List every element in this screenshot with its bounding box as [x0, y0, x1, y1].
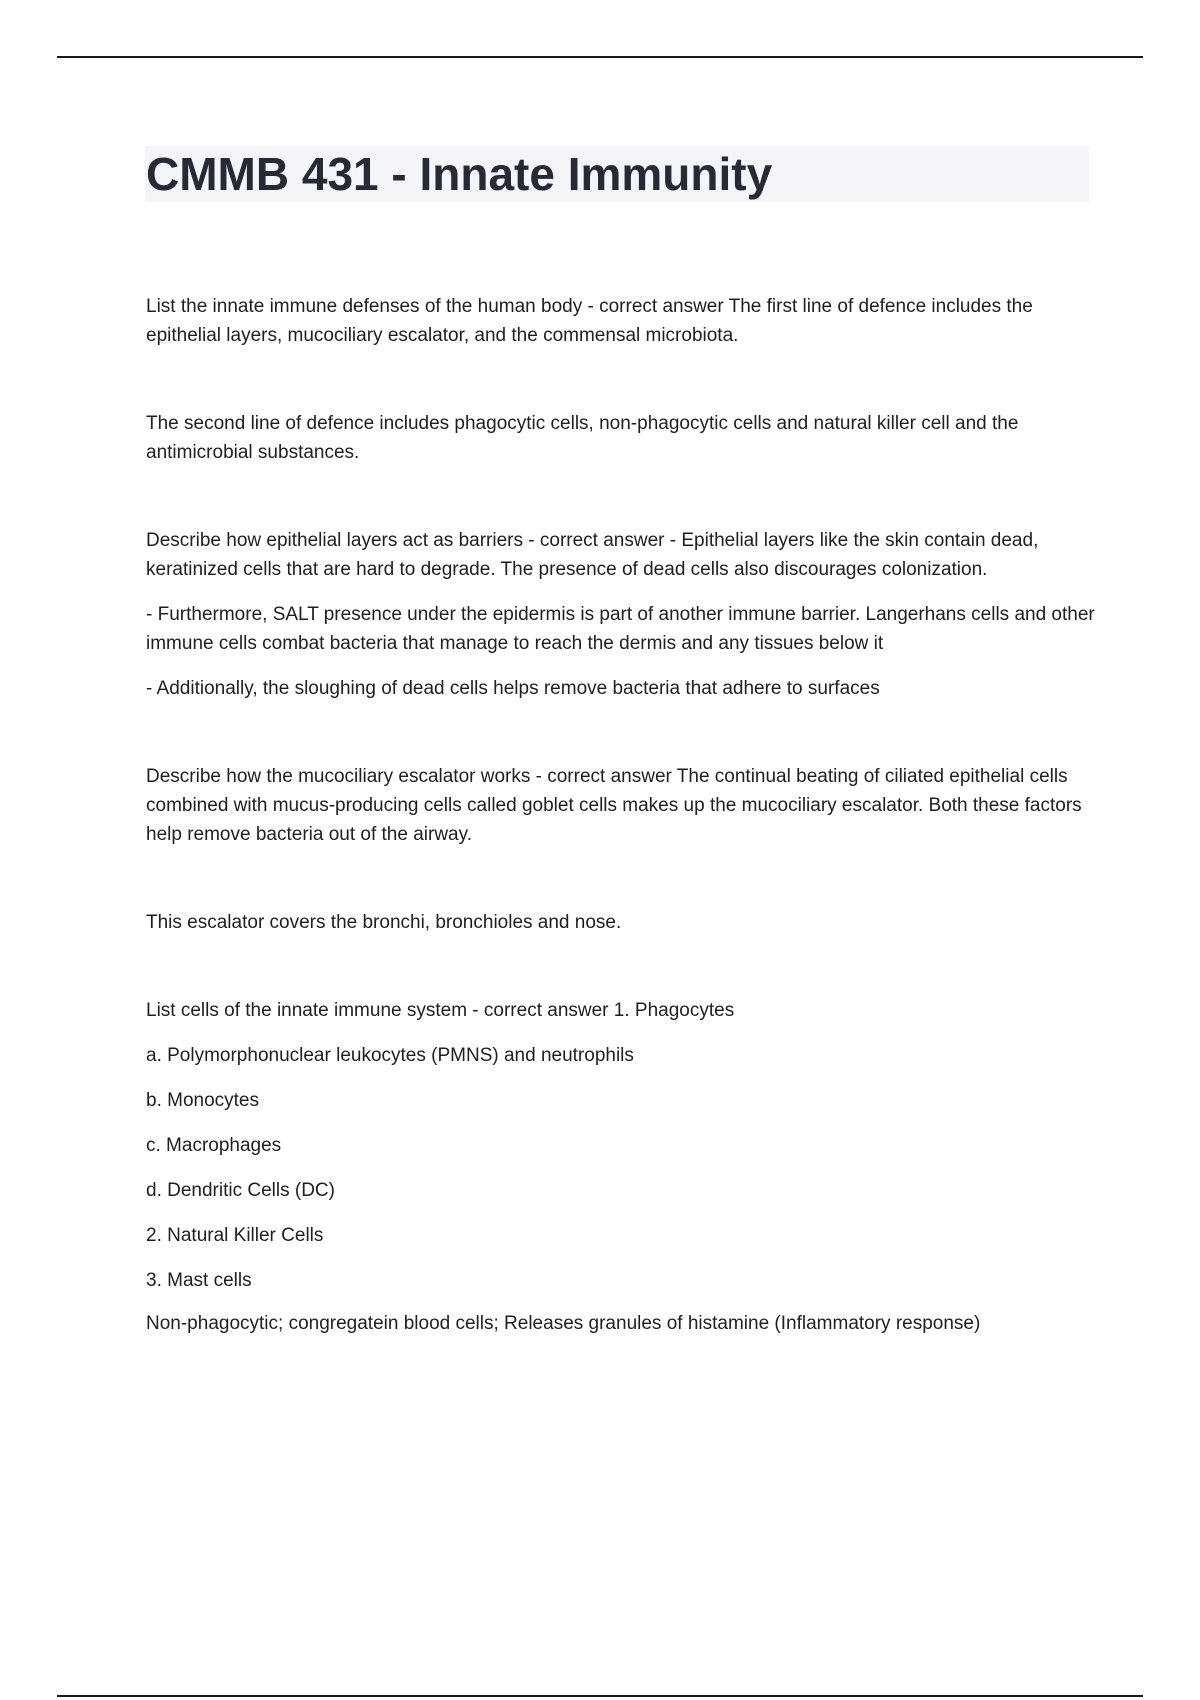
bottom-rule — [57, 1695, 1143, 1697]
list-item: a. Polymorphonuclear leukocytes (PMNS) and neutrophils — [146, 1045, 634, 1066]
list-item: Non-phagocytic; congregatein blood cells; Releases granules of histamine (Inflammatory response) — [146, 1313, 981, 1334]
list-item: b. Monocytes — [146, 1090, 259, 1111]
paragraph-second-line: The second line of defence includes phagocytic cells, non-phagocytic cells and natural killer cell and the antimicrobial substances. — [146, 413, 1019, 463]
paragraph-escalator-coverage: This escalator covers the bronchi, bronchioles and nose. — [146, 912, 622, 933]
list-item: 3. Mast cells — [146, 1270, 252, 1291]
list-item: d. Dendritic Cells (DC) — [146, 1180, 335, 1201]
list-item: 2. Natural Killer Cells — [146, 1225, 324, 1246]
list-item: c. Macrophages — [146, 1135, 282, 1156]
document-title: CMMB 431 - Innate Immunity — [146, 148, 773, 200]
paragraph-innate-cells: List cells of the innate immune system - correct answer 1. Phagocytes — [146, 1000, 735, 1021]
top-rule — [57, 56, 1143, 58]
document-body — [146, 292, 1096, 1338]
paragraph-sloughing: - Additionally, the sloughing of dead cells helps remove bacteria that adhere to surfaces — [146, 678, 880, 699]
paragraph-epithelial-barriers: Describe how epithelial layers act as barriers - correct answer - Epithelial layers like the skin contain dead, keratinized cells that are hard to degrade. The presence of dead cells also discourages colonization. — [146, 530, 1039, 580]
paragraph-innate-defenses: List the innate immune defenses of the human body - correct answer The first line of defence includes the epithelial layers, mucociliary escalator, and the commensal microbiota. — [146, 296, 1033, 346]
paragraph-salt: - Furthermore, SALT presence under the epidermis is part of another immune barrier. Langerhans cells and other immune cells combat bacteria that manage to reach the dermis and any tissues below it — [146, 604, 1095, 654]
paragraph-mucociliary: Describe how the mucociliary escalator works - correct answer The continual beating of ciliated epithelial cells combined with mucus-producing cells called goblet cells makes up the mucociliary escalator. Both these factors help remove bacteria out of the airway. — [146, 766, 1082, 845]
